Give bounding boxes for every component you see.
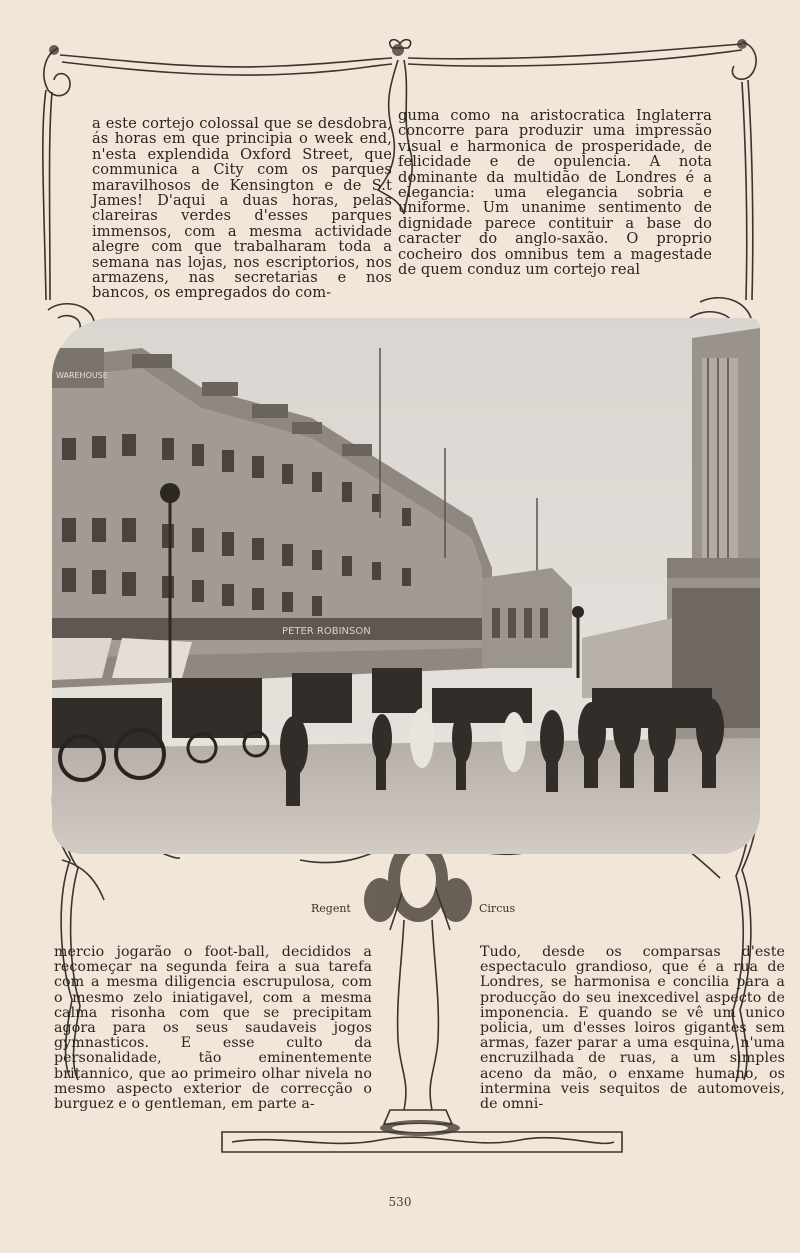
article-paragraph: mercio jogarão o foot-ball, decididos a recomeçar na segunda feira a sua tarefa com a mesma diligencia escrupulosa, com o mesmo zelo iniatigavel, com a mesma calma risonha com que se precipitam agora para os seus saudaveis jogos gymnasticos. E esse culto da personalidade, tão eminentemente britannico, que ao primeiro olhar nivela no mesmo aspecto exterior de correcção o burguez e o gentleman, em parte a- — [54, 944, 372, 1113]
regent-circus-photo — [52, 318, 760, 854]
corner-sign-text: WAREHOUSE — [56, 371, 108, 380]
page-number: 530 — [388, 1195, 412, 1209]
article-column-top-left — [92, 116, 392, 301]
article-paragraph: a este cortejo colossal que se desdobra, ás horas em que principia o week end, n'esta explendida Oxford Street, que communica a City com os parques maravilhosos de Kensington e de S.t James! D'aqui a duas horas, pelas clareiras verdes d'esses parques immensos, com a mesma actividade alegre com que trabalharam toda a semana nas lojas, nos escriptorios, nos armazens, nas secretarias e nos bancos, os empregados do com- — [92, 115, 392, 302]
article-column-bottom-left — [54, 945, 372, 1112]
shop-sign-text: PETER ROBINSON — [282, 626, 371, 637]
article-paragraph: guma como na aristocratica Inglaterra concorre para produzir uma impressão visual e harmonica de prosperidade, de felicidade e de opulencia. A nota dominante da multidão de Londres é a elegancia: uma elegancia sobria e uniforme. Um unanime sentimento de dignidade parece contituir a base do caracter do anglo-saxão. O proprio cocheiro dos omnibus tem a magestade de quem conduz um cortejo real — [398, 107, 712, 279]
photo-caption-right: Circus — [479, 902, 516, 915]
article-column-bottom-right — [480, 945, 785, 1112]
article-paragraph: Tudo, desde os comparsas d'este espectaculo grandioso, que é a rua de Londres, se harmonisa e concilia para a producção do seu inexcedivel aspecto de imponencia. E quando se vê um unico policia, um d'esses loiros gigantes sem armas, fazer parar a uma esquina, n'uma encruzilhada de ruas, a um simples aceno da mão, o enxame humano, os intermina veis sequitos de automoveis, de omni- — [480, 944, 785, 1113]
street-photograph — [52, 318, 760, 854]
photo-caption-left: Regent — [311, 902, 351, 915]
article-column-top-right — [398, 108, 712, 277]
